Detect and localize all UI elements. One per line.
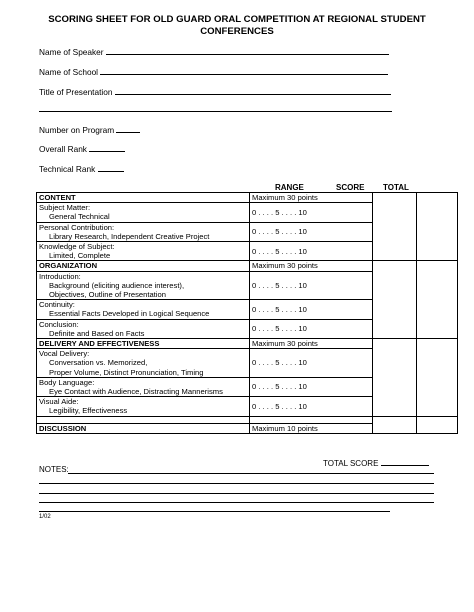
notes-line[interactable] <box>68 473 434 474</box>
notes-line[interactable] <box>39 511 390 512</box>
section-row <box>37 193 458 203</box>
overall-rank-line[interactable] <box>89 143 125 152</box>
technical-rank-label: Technical Rank <box>39 164 96 174</box>
range-scale[interactable]: 0 . . . . 5 . . . . 10 <box>250 349 373 378</box>
spacer-cell <box>37 416 250 423</box>
section-row <box>37 261 458 271</box>
criterion-cell <box>37 319 250 338</box>
criterion-cell <box>37 300 250 319</box>
criterion-label: Continuity: <box>39 300 75 310</box>
section-name: DISCUSSION <box>37 423 250 433</box>
criterion-detail: Legibility, Effectiveness <box>49 406 128 416</box>
notes-line[interactable] <box>39 493 434 494</box>
program-number-label: Number on Program <box>39 125 115 135</box>
school-field[interactable] <box>39 66 388 77</box>
section-max: Maximum 10 points <box>250 423 373 433</box>
criterion-label: Personal Contribution: <box>39 222 115 232</box>
section-name: ORGANIZATION <box>37 261 250 271</box>
criterion-cell <box>37 397 250 416</box>
school-label: Name of School <box>39 67 99 77</box>
criterion-label: Vocal Delivery: <box>39 349 90 359</box>
criterion-detail: Proper Volume, Distinct Pronunciation, Timing <box>49 367 204 377</box>
program-number-field[interactable] <box>39 124 140 135</box>
criterion-cell <box>37 222 250 241</box>
spacer-row <box>37 416 458 423</box>
criterion-detail: Essential Facts Developed in Logical Sequence <box>49 309 210 319</box>
program-number-line[interactable] <box>116 124 140 133</box>
range-scale[interactable]: 0 . . . . 5 . . . . 10 <box>250 377 373 396</box>
speaker-label: Name of Speaker <box>39 47 104 57</box>
criterion-detail: Eye Contact with Audience, Distracting Mannerisms <box>49 387 223 397</box>
criterion-detail: Library Research, Independent Creative Project <box>49 231 210 241</box>
score-header: SCORE <box>336 183 365 192</box>
notes-line[interactable] <box>39 483 434 484</box>
overall-rank-label: Overall Rank <box>39 144 87 154</box>
range-scale[interactable]: 0 . . . . 5 . . . . 10 <box>250 242 373 261</box>
total-cell[interactable] <box>417 261 458 339</box>
total-score-line[interactable] <box>381 457 429 466</box>
range-scale[interactable]: 0 . . . . 5 . . . . 10 <box>250 397 373 416</box>
criterion-detail: Limited, Complete <box>49 251 111 261</box>
technical-rank-field[interactable] <box>39 163 124 174</box>
criterion-label: Body Language: <box>39 377 95 387</box>
criterion-label: Conclusion: <box>39 319 79 329</box>
speaker-line[interactable] <box>106 46 389 55</box>
section-row <box>37 339 458 349</box>
criterion-cell <box>37 377 250 396</box>
presentation-line-2[interactable] <box>39 111 392 112</box>
overall-rank-field[interactable] <box>39 143 125 154</box>
school-line[interactable] <box>100 66 388 75</box>
presentation-line[interactable] <box>115 86 391 95</box>
total-cell[interactable] <box>417 416 458 433</box>
criterion-label: Knowledge of Subject: <box>39 242 115 252</box>
range-scale[interactable]: 0 . . . . 5 . . . . 10 <box>250 300 373 319</box>
criterion-detail: Objectives, Outline of Presentation <box>49 290 166 300</box>
range-scale[interactable]: 0 . . . . 5 . . . . 10 <box>250 319 373 338</box>
technical-rank-line[interactable] <box>98 163 124 172</box>
total-score-label: TOTAL SCORE <box>323 459 379 468</box>
criterion-detail: General Technical <box>49 212 110 222</box>
range-scale[interactable]: 0 . . . . 5 . . . . 10 <box>250 271 373 300</box>
criterion-detail: Background (eliciting audience interest), <box>49 280 185 290</box>
score-cell[interactable] <box>373 416 417 433</box>
scoring-table <box>36 192 458 434</box>
criterion-cell <box>37 242 250 261</box>
criterion-cell <box>37 271 250 300</box>
section-max: Maximum 30 points <box>250 339 373 349</box>
score-cell[interactable] <box>373 261 417 339</box>
section-name: CONTENT <box>37 193 250 203</box>
score-cell[interactable] <box>373 339 417 417</box>
notes-label: NOTES: <box>39 465 69 474</box>
total-header: TOTAL <box>383 183 409 192</box>
section-name: DELIVERY AND EFFECTIVENESS <box>37 339 250 349</box>
criterion-detail: Conversation vs. Memorized, <box>49 358 148 368</box>
presentation-label: Title of Presentation <box>39 87 113 97</box>
criterion-cell <box>37 349 250 378</box>
total-cell[interactable] <box>417 339 458 417</box>
range-scale[interactable]: 0 . . . . 5 . . . . 10 <box>250 203 373 222</box>
score-cell[interactable] <box>373 193 417 261</box>
footer-date: 1/02 <box>39 514 51 520</box>
notes-line[interactable] <box>39 502 434 503</box>
range-scale[interactable]: 0 . . . . 5 . . . . 10 <box>250 222 373 241</box>
total-cell[interactable] <box>417 193 458 261</box>
criterion-cell <box>37 203 250 222</box>
criterion-label: Visual Aide: <box>39 397 79 407</box>
criterion-detail: Definite and Based on Facts <box>49 328 145 338</box>
spacer-cell <box>250 416 373 423</box>
page-title: SCORING SHEET FOR OLD GUARD ORAL COMPETITION AT REGIONAL STUDENT CONFERENCES <box>48 14 426 37</box>
section-max: Maximum 30 points <box>250 261 373 271</box>
criterion-label: Subject Matter: <box>39 203 91 213</box>
total-score-field[interactable] <box>323 457 429 468</box>
criterion-label: Introduction: <box>39 271 81 281</box>
range-header: RANGE <box>275 183 304 192</box>
section-max: Maximum 30 points <box>250 193 373 203</box>
speaker-field[interactable] <box>39 46 389 57</box>
presentation-field[interactable] <box>39 86 391 97</box>
